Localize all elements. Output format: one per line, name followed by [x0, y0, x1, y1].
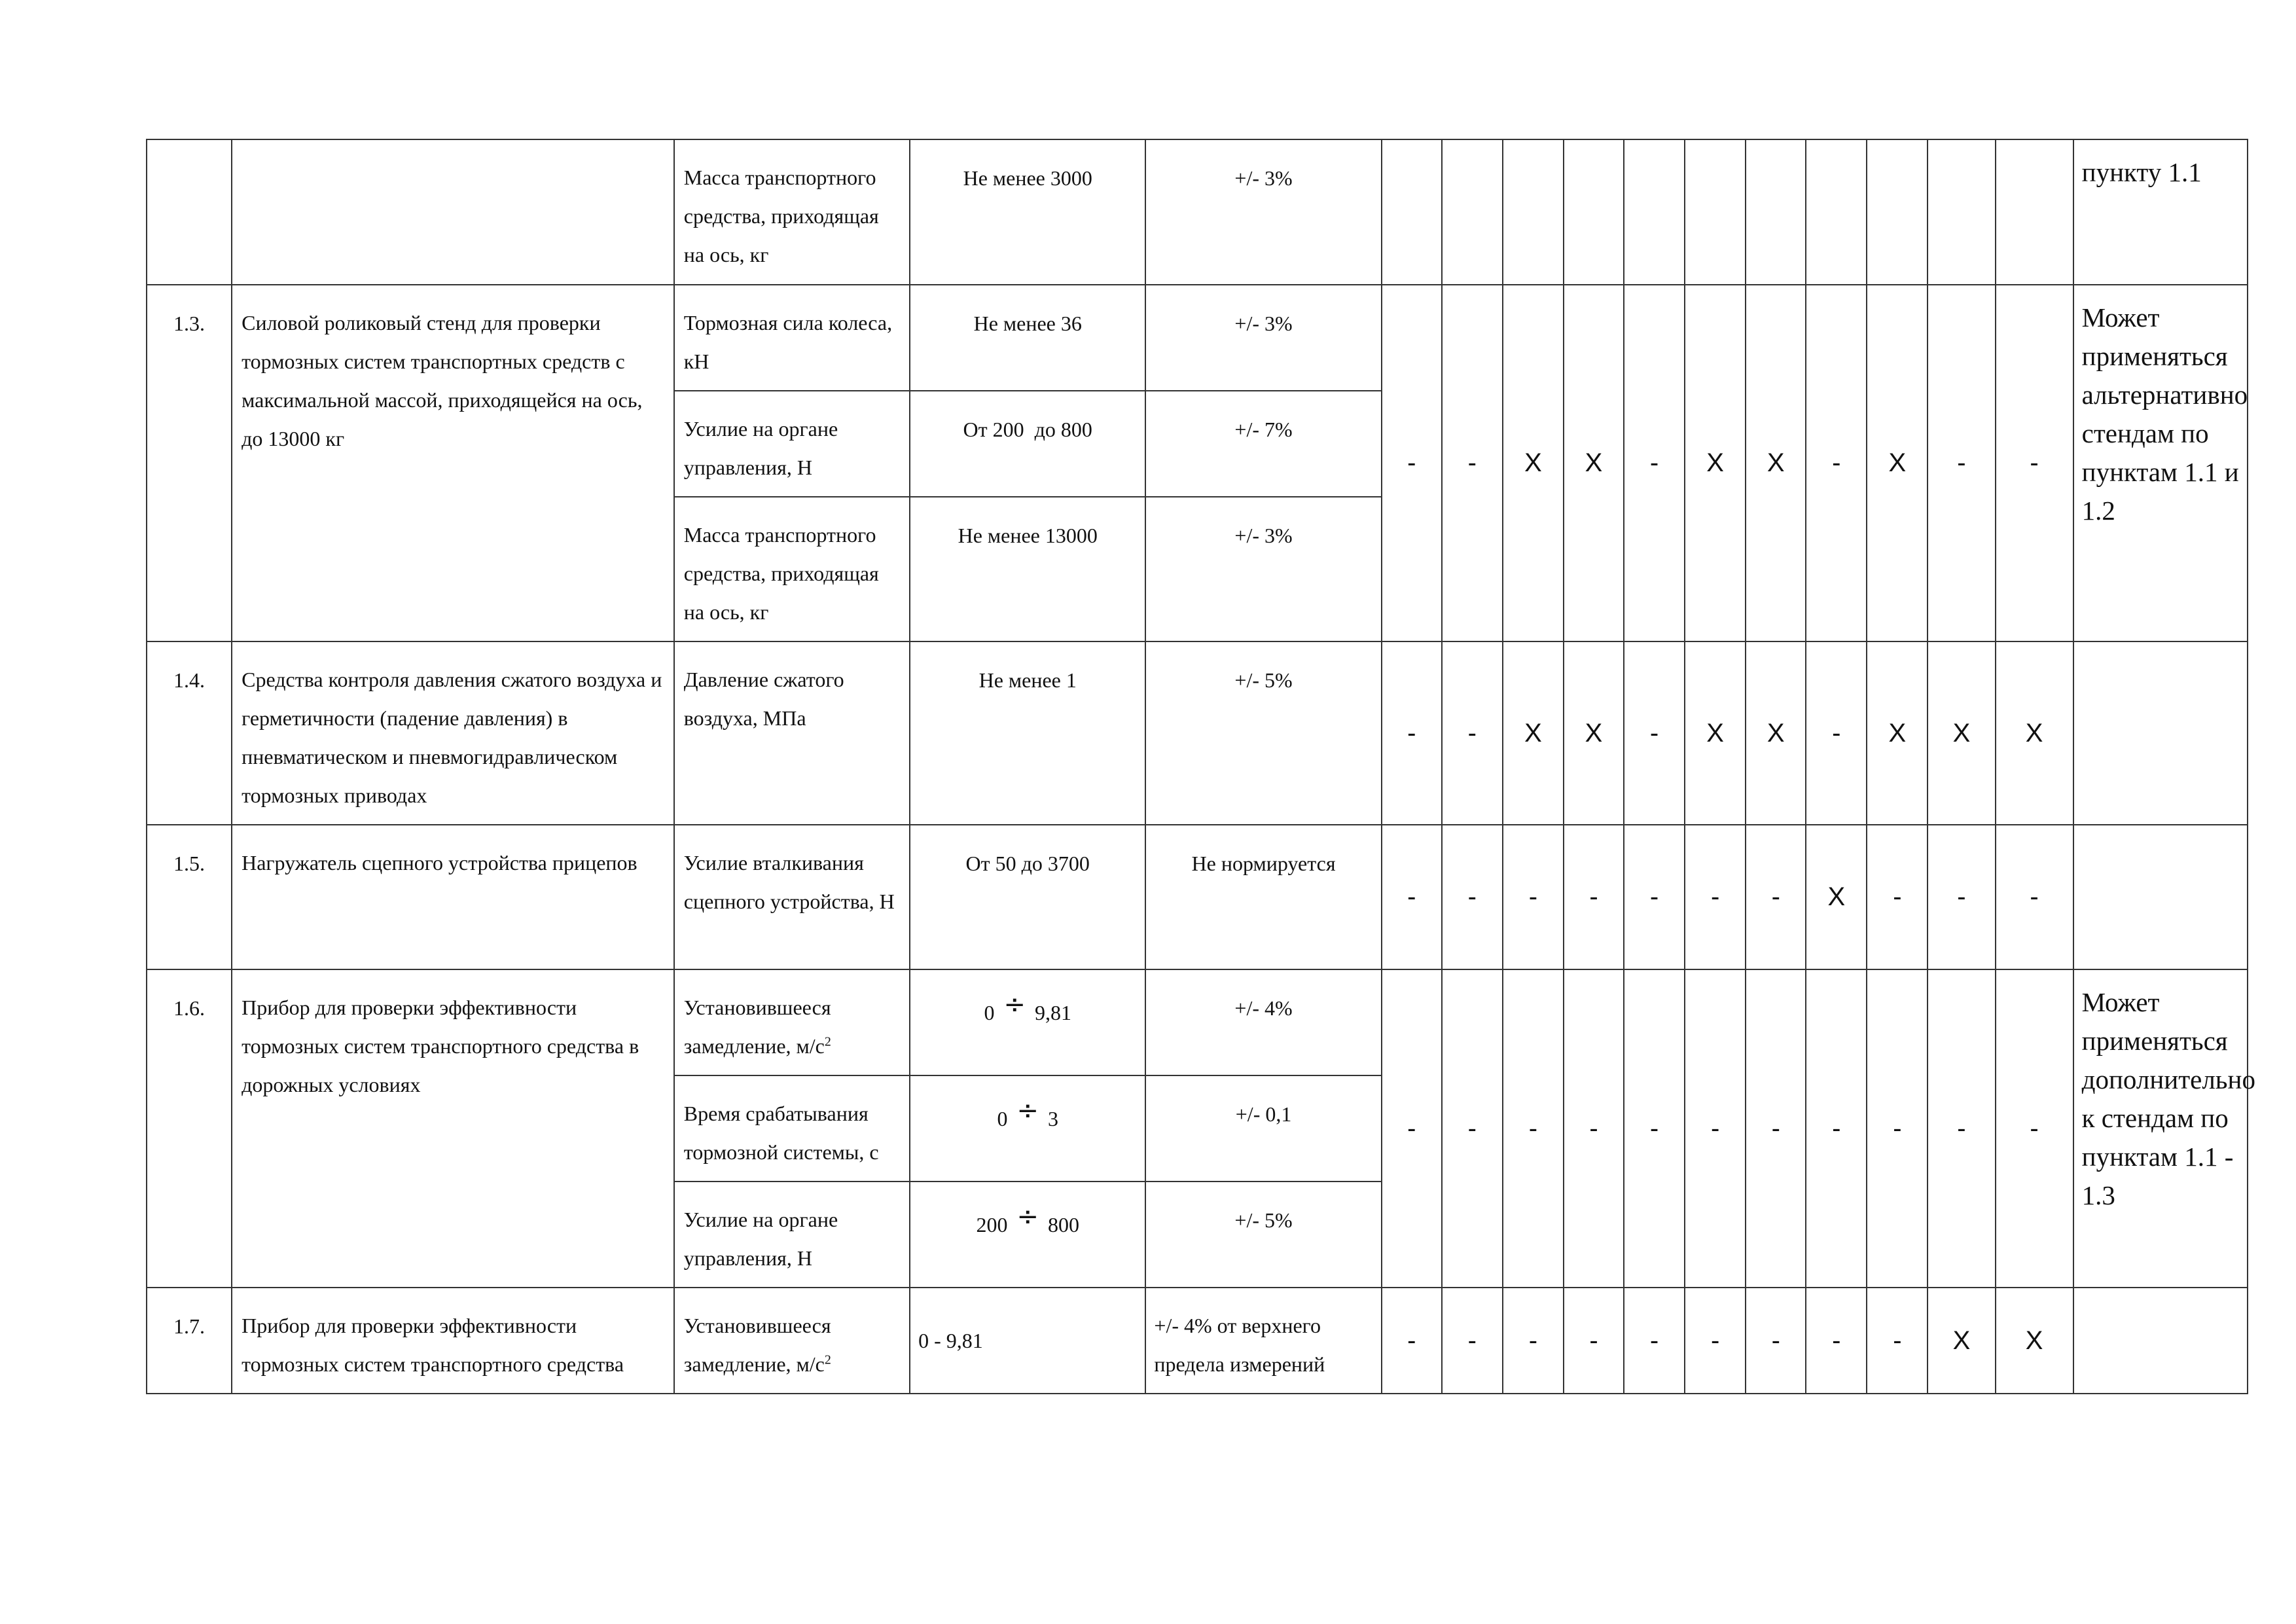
accuracy: +/- 0,1 [1145, 1075, 1381, 1182]
mark-cell [1928, 139, 1995, 285]
mark-cell: - [1867, 1288, 1928, 1394]
measurement-range: Не менее 1 [910, 641, 1145, 825]
measurement-range [910, 1182, 1145, 1288]
mark-cell [1624, 139, 1685, 285]
mark-cell: - [1503, 969, 1564, 1288]
mark-cell: - [1564, 969, 1624, 1288]
mark-cell: X [1685, 641, 1746, 825]
parameter: Усилие на органе управления, Н [674, 391, 910, 497]
accuracy: +/- 4% от верхнего предела измерений [1145, 1288, 1381, 1394]
divide-icon: ÷ [1003, 990, 1026, 1020]
mark-cell: - [1382, 825, 1442, 969]
mark-cell: - [1685, 969, 1746, 1288]
mark-cell: X [1564, 285, 1624, 641]
equipment-name [232, 139, 674, 285]
mark-cell: - [1928, 969, 1995, 1288]
mark-cell: X [1928, 641, 1995, 825]
table-row [147, 641, 2248, 825]
mark-cell: - [1867, 969, 1928, 1288]
measurement-range: Не менее 3000 [910, 139, 1145, 285]
equipment-name: Нагружатель сцепного устройства прицепов [232, 825, 674, 969]
mark-cell: X [1685, 285, 1746, 641]
mark-cell [1442, 139, 1503, 285]
mark-cell [1382, 139, 1442, 285]
accuracy: +/- 5% [1145, 1182, 1381, 1288]
parameter: Усилие на органе управления, Н [674, 1182, 910, 1288]
row-number: 1.3. [147, 285, 232, 641]
mark-cell: - [1624, 825, 1685, 969]
mark-cell: - [1928, 285, 1995, 641]
mark-cell: - [1806, 285, 1867, 641]
mark-cell: - [1442, 825, 1503, 969]
mark-cell [1503, 139, 1564, 285]
equipment-name: Прибор для проверки эффективности тормозных систем транспортного средства в дорожных условиях [232, 969, 674, 1288]
mark-cell: - [1996, 969, 2073, 1288]
row-number: 1.6. [147, 969, 232, 1288]
accuracy: +/- 5% [1145, 641, 1381, 825]
mark-cell: - [1624, 969, 1685, 1288]
mark-cell: - [1685, 825, 1746, 969]
mark-cell: - [1564, 825, 1624, 969]
divide-icon: ÷ [1016, 1202, 1039, 1232]
mark-cell: - [1382, 641, 1442, 825]
mark-cell: - [1746, 825, 1806, 969]
mark-cell: - [1685, 1288, 1746, 1394]
mark-cell: X [1503, 285, 1564, 641]
parameter-text: Установившееся замедление, м/с [683, 996, 831, 1058]
equipment-name: Силовой роликовый стенд для проверки тормозных систем транспортных средств с максимальной массой, приходящейся на ось, до 13000 кг [232, 285, 674, 641]
mark-cell: X [1867, 641, 1928, 825]
range-from: 0 [997, 1107, 1008, 1130]
measurement-range [910, 1075, 1145, 1182]
measurement-range: 0 - 9,81 [910, 1288, 1145, 1394]
note: Может применяться дополнительно к стендам по пунктам 1.1 - 1.3 [2073, 969, 2248, 1288]
mark-cell [1806, 139, 1867, 285]
measurement-range: Не менее 13000 [910, 497, 1145, 641]
mark-cell: - [1624, 1288, 1685, 1394]
parameter: Тормозная сила колеса, кН [674, 285, 910, 391]
mark-cell: X [1867, 285, 1928, 641]
accuracy: +/- 3% [1145, 497, 1381, 641]
mark-cell: X [1806, 825, 1867, 969]
divide-icon: ÷ [1016, 1096, 1039, 1126]
note: Может применяться альтернативно стендам по пунктам 1.1 и 1.2 [2073, 285, 2248, 641]
mark-cell: X [1564, 641, 1624, 825]
accuracy: +/- 7% [1145, 391, 1381, 497]
mark-cell: - [1624, 285, 1685, 641]
mark-cell [1867, 139, 1928, 285]
mark-cell: - [1442, 285, 1503, 641]
mark-cell: - [1382, 1288, 1442, 1394]
mark-cell: - [1382, 969, 1442, 1288]
mark-cell: X [1746, 641, 1806, 825]
parameter: Масса транспортного средства, приходящая на ось, кг [674, 497, 910, 641]
mark-cell: - [1867, 825, 1928, 969]
parameter: Масса транспортного средства, приходящая на ось, кг [674, 139, 910, 285]
accuracy: Не нормируется [1145, 825, 1381, 969]
mark-cell [1996, 139, 2073, 285]
parameter [674, 969, 910, 1075]
note [2073, 641, 2248, 825]
parameter-text: Установившееся замедление, м/с [683, 1314, 831, 1376]
mark-cell: - [1442, 641, 1503, 825]
table-row [147, 969, 2248, 1075]
range-to: 3 [1047, 1107, 1058, 1130]
mark-cell: - [1996, 285, 2073, 641]
mark-cell: - [1928, 825, 1995, 969]
mark-cell [1564, 139, 1624, 285]
mark-cell: - [1746, 969, 1806, 1288]
mark-cell [1746, 139, 1806, 285]
mark-cell: - [1806, 1288, 1867, 1394]
note [2073, 1288, 2248, 1394]
equipment-name: Прибор для проверки эффективности тормозных систем транспортного средства [232, 1288, 674, 1394]
row-number [147, 139, 232, 285]
mark-cell: - [1564, 1288, 1624, 1394]
measurement-range: От 50 до 3700 [910, 825, 1145, 969]
range-from: 0 [984, 1001, 995, 1024]
accuracy: +/- 3% [1145, 139, 1381, 285]
parameter [674, 1288, 910, 1394]
superscript: 2 [824, 1352, 831, 1367]
equipment-table [146, 139, 2255, 1394]
parameter: Усилие вталкивания сцепного устройства, Н [674, 825, 910, 969]
mark-cell [1685, 139, 1746, 285]
mark-cell: - [1806, 641, 1867, 825]
mark-cell: X [1928, 1288, 1995, 1394]
table-row [147, 285, 2248, 391]
parameter: Давление сжатого воздуха, МПа [674, 641, 910, 825]
note: пункту 1.1 [2073, 139, 2248, 285]
measurement-range: Не менее 36 [910, 285, 1145, 391]
range-to: 800 [1047, 1213, 1079, 1236]
mark-cell: X [1996, 641, 2073, 825]
range-to: 9,81 [1034, 1001, 1071, 1024]
mark-cell: - [1996, 825, 2073, 969]
mark-cell: - [1503, 1288, 1564, 1394]
mark-cell: - [1382, 285, 1442, 641]
note [2073, 825, 2248, 969]
range-from: 200 [976, 1213, 1008, 1236]
mark-cell: X [1503, 641, 1564, 825]
parameter: Время срабатывания тормозной системы, с [674, 1075, 910, 1182]
equipment-name: Средства контроля давления сжатого воздуха и герметичности (падение давления) в пневматическом и пневмогидравлическом тормозных приводах [232, 641, 674, 825]
mark-cell: X [1746, 285, 1806, 641]
table-row [147, 139, 2248, 285]
measurement-range: От 200 до 800 [910, 391, 1145, 497]
mark-cell: X [1996, 1288, 2073, 1394]
mark-cell: - [1503, 825, 1564, 969]
superscript: 2 [824, 1034, 831, 1049]
table-row [147, 1288, 2248, 1394]
measurement-range [910, 969, 1145, 1075]
table-row [147, 825, 2248, 969]
mark-cell: - [1624, 641, 1685, 825]
mark-cell: - [1442, 969, 1503, 1288]
row-number: 1.7. [147, 1288, 232, 1394]
row-number: 1.5. [147, 825, 232, 969]
row-number: 1.4. [147, 641, 232, 825]
mark-cell: - [1442, 1288, 1503, 1394]
accuracy: +/- 4% [1145, 969, 1381, 1075]
accuracy: +/- 3% [1145, 285, 1381, 391]
mark-cell: - [1746, 1288, 1806, 1394]
mark-cell: - [1806, 969, 1867, 1288]
